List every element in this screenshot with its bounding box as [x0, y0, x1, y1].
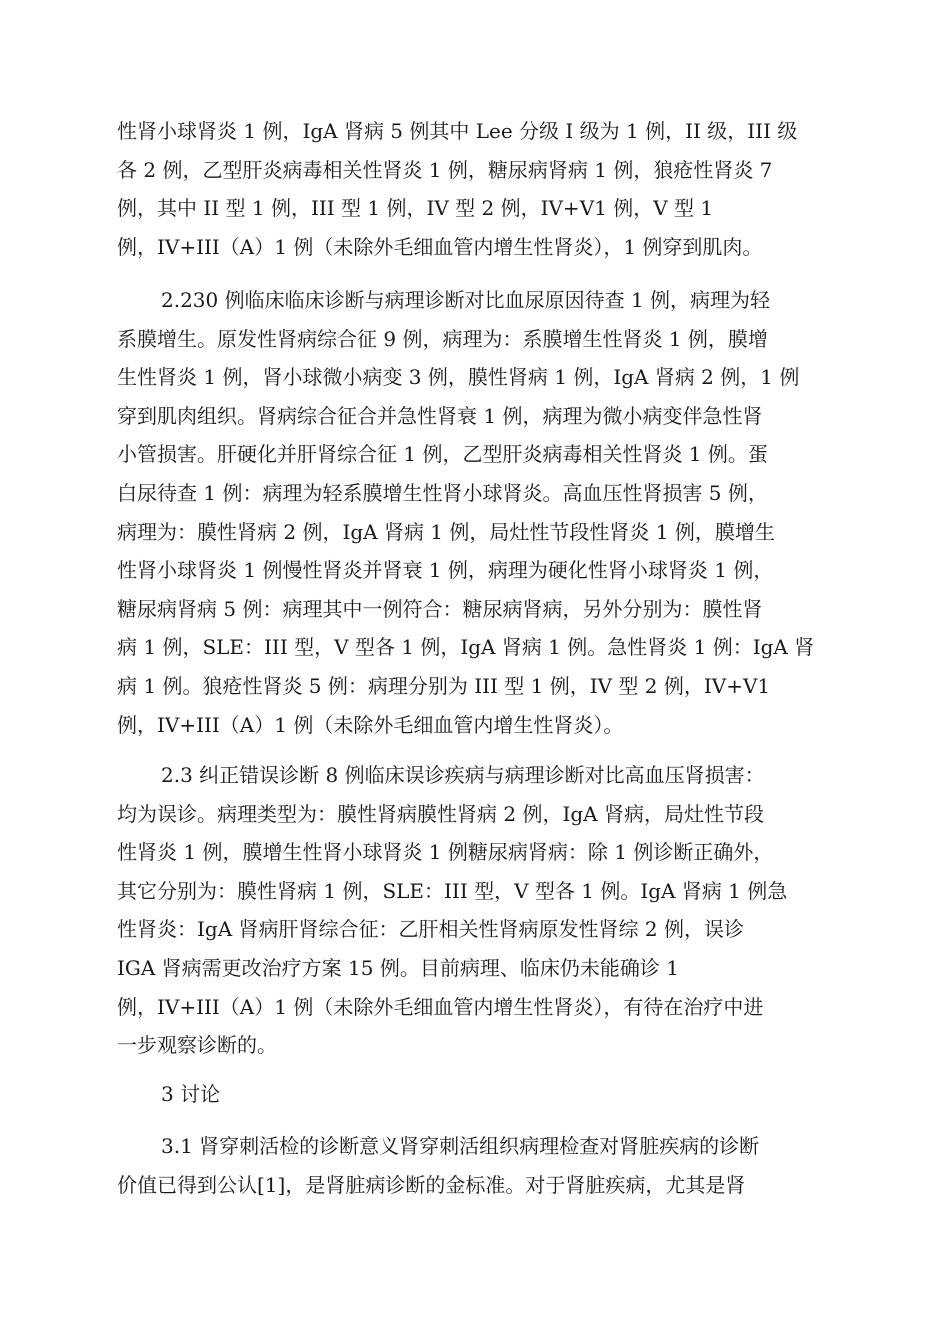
text-line: 例，其中 II 型 1 例，III 型 1 例，IV 型 2 例，IV+V1 例，V 型 1	[117, 196, 714, 221]
paragraph-section-2-2	[117, 281, 837, 744]
text-line: 例，IV+III（A）1 例（未除外毛细血管内增生性肾炎），有待在治疗中进	[117, 994, 764, 1019]
text-line: 穿到肌肉组织。肾病综合征合并急性肾衰 1 例，病理为微小病变伴急性肾	[117, 403, 763, 428]
text-line: 病 1 例，SLE：III 型，V 型各 1 例，IgA 肾病 1 例。急性肾炎 1 例：IgA 肾	[117, 635, 815, 660]
text-line: IGA 肾病需更改治疗方案 15 例。目前病理、临床仍未能确诊 1	[117, 955, 679, 980]
text-line: 病理为：膜性肾病 2 例，IgA 肾病 1 例，局灶性节段性肾炎 1 例，膜增生	[117, 519, 775, 544]
text-line: 2.3 纠正错误诊断 8 例临床误诊疾病与病理诊断对比高血压肾损害：	[161, 763, 765, 787]
text-line: 性肾小球肾炎 1 例，IgA 肾病 5 例其中 Lee 分级 I 级为 1 例，II 级，III 级	[117, 119, 798, 143]
text-line: 性肾炎 1 例，膜增生性肾小球肾炎 1 例糖尿病肾病：除 1 例诊断正确外，	[117, 840, 774, 865]
text-line: 均为误诊。病理类型为：膜性肾病膜性肾病 2 例，IgA 肾病，局灶性节段	[117, 801, 764, 826]
text-line: 其它分别为：膜性肾病 1 例，SLE：III 型，V 型各 1 例。IgA 肾病 1 例急	[117, 878, 788, 903]
text-line: 生性肾炎 1 例，肾小球微小病变 3 例，膜性肾病 1 例，IgA 肾病 2 例，1 例	[117, 365, 800, 390]
text-line: 例，IV+III（A）1 例（未除外毛细血管内增生性肾炎）。	[117, 712, 624, 737]
text-line: 性肾小球肾炎 1 例慢性肾炎并肾衰 1 例，病理为硬化性肾小球肾炎 1 例，	[117, 558, 774, 583]
text-line: 例，IV+III（A）1 例（未除外毛细血管内增生性肾炎），1 例穿到肌肉。	[117, 234, 763, 259]
text-line: 白尿待查 1 例：病理为轻系膜增生性肾小球肾炎。高血压性肾损害 5 例，	[117, 480, 768, 505]
section-heading: 3 讨论	[161, 1082, 221, 1106]
text-line: 系膜增生。原发性肾病综合征 9 例，病理为：系膜增生性肾炎 1 例，膜增	[117, 326, 768, 351]
paragraph-section-2-3	[117, 756, 837, 1065]
text-line: 小管损害。肝硬化并肝肾综合征 1 例，乙型肝炎病毒相关性肾炎 1 例。蛋	[117, 442, 768, 467]
text-line: 糖尿病肾病 5 例：病理其中一例符合：糖尿病肾病，另外分别为：膜性肾	[117, 596, 763, 621]
paragraph-continuation	[117, 112, 837, 266]
paragraph-section-3-1	[117, 1127, 837, 1204]
text-line: 价值已得到公认[1]，是肾脏病诊断的金标准。对于肾脏疾病，尤其是肾	[117, 1172, 746, 1197]
text-line: 2.230 例临床临床诊断与病理诊断对比血尿原因待查 1 例，病理为轻	[161, 288, 771, 312]
text-line: 3.1 肾穿刺活检的诊断意义肾穿刺活组织病理检查对肾脏疾病的诊断	[161, 1134, 760, 1158]
text-line: 病 1 例。狼疮性肾炎 5 例：病理分别为 III 型 1 例，IV 型 2 例，IV+V1	[117, 673, 771, 698]
text-line: 一步观察诊断的。	[117, 1033, 277, 1058]
section-heading-3	[117, 1075, 837, 1114]
text-line: 各 2 例，乙型肝炎病毒相关性肾炎 1 例，糖尿病肾病 1 例，狼疮性肾炎 7	[117, 157, 773, 182]
text-line: 性肾炎：IgA 肾病肝肾综合征：乙肝相关性肾病原发性肾综 2 例，误诊	[117, 917, 744, 942]
